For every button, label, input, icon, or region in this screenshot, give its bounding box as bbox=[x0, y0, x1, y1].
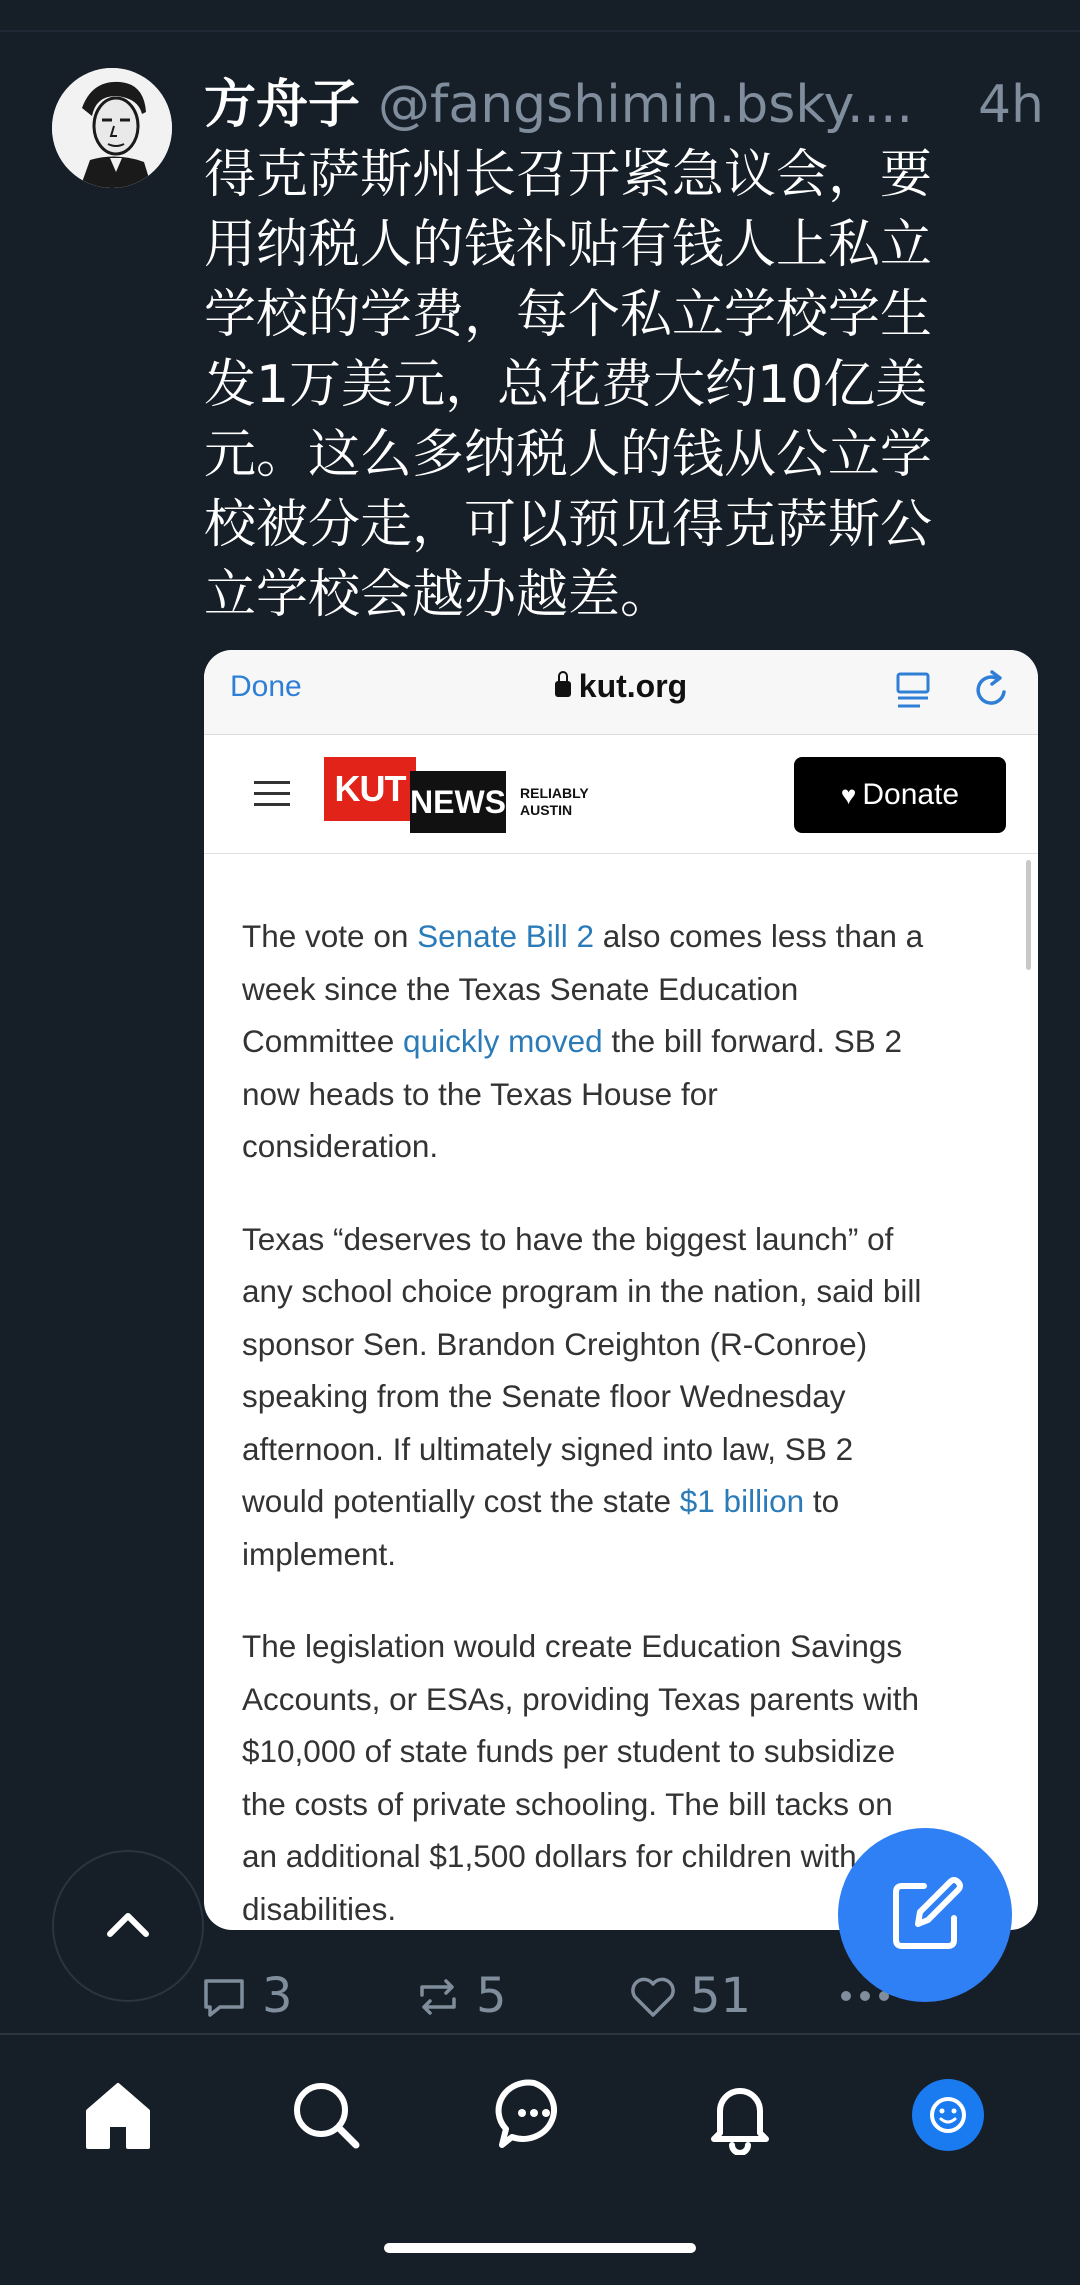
scroll-to-top-button[interactable] bbox=[52, 1850, 204, 2002]
bell-icon bbox=[700, 2075, 780, 2155]
article-body bbox=[242, 870, 1002, 1930]
compose-icon bbox=[838, 1828, 1012, 2002]
reader-view-icon bbox=[894, 668, 934, 712]
nav-profile[interactable] bbox=[908, 2075, 988, 2155]
home-indicator bbox=[384, 2243, 696, 2253]
post-text-line: 校被分走，可以预见得克萨斯公 bbox=[204, 495, 933, 555]
post-time[interactable]: 4h bbox=[977, 75, 1044, 135]
browser-bar bbox=[204, 650, 1038, 735]
done-button: Done bbox=[230, 670, 302, 703]
donate-label: Donate bbox=[862, 778, 960, 811]
article-link: Senate Bill 2 bbox=[417, 918, 594, 954]
chevron-up-icon bbox=[54, 1852, 202, 2000]
like-icon bbox=[628, 1975, 678, 2019]
post-header bbox=[204, 70, 1044, 140]
post-text bbox=[204, 140, 1024, 630]
top-divider bbox=[0, 30, 1080, 32]
article-link: $1 billion bbox=[679, 1483, 805, 1519]
post-actions bbox=[200, 1960, 920, 2032]
profile-icon bbox=[908, 2075, 988, 2155]
post-text-line: 发1万美元，总花费大约10亿美 bbox=[204, 355, 928, 415]
article-line: now heads to the Texas House for bbox=[242, 1075, 718, 1112]
chat-icon bbox=[494, 2075, 574, 2155]
repost-count: 5 bbox=[476, 1968, 507, 2024]
article-line: Accounts, or ESAs, providing Texas parents with bbox=[242, 1680, 920, 1717]
nav-search[interactable] bbox=[286, 2075, 366, 2155]
reply-icon bbox=[200, 1975, 248, 2019]
scroll-indicator bbox=[1026, 860, 1031, 970]
article-line: consideration. bbox=[242, 1128, 439, 1164]
kut-logo: KUT bbox=[324, 757, 416, 821]
nav-home[interactable] bbox=[78, 2075, 158, 2155]
news-logo: NEWS bbox=[410, 771, 506, 833]
avatar-portrait-icon bbox=[52, 68, 172, 188]
repost-icon bbox=[414, 1975, 462, 2019]
post-text-line: 得克萨斯州长召开紧急议会，要 bbox=[204, 145, 933, 205]
post-text-line: 用纳税人的钱补贴有钱人上私立 bbox=[204, 215, 933, 275]
compose-button[interactable] bbox=[838, 1828, 1012, 2002]
logo-tagline bbox=[520, 785, 600, 819]
donate-button bbox=[794, 757, 1006, 833]
author-handle[interactable]: @fangshimin.bsky.... bbox=[378, 75, 914, 135]
search-icon bbox=[286, 2075, 366, 2155]
article-line: any school choice program in the nation, said bill bbox=[242, 1273, 922, 1309]
post-text-line: 立学校会越办越差。 bbox=[204, 565, 673, 625]
article-line: speaking from the Senate floor Wednesday bbox=[242, 1378, 846, 1414]
article-line: sponsor Sen. Brandon Creighton (R-Conroe) bbox=[242, 1325, 868, 1362]
reload-icon bbox=[970, 668, 1014, 712]
article-line: would potentially cost the state $1 billion to bbox=[242, 1483, 840, 1519]
article-line: the costs of private schooling. The bill tacks on bbox=[242, 1785, 893, 1822]
article-line: an additional $1,500 dollars for children with bbox=[242, 1838, 857, 1874]
post-text-line: 元。这么多纳税人的钱从公立学 bbox=[204, 425, 933, 485]
menu-icon bbox=[254, 781, 290, 807]
embedded-image[interactable] bbox=[204, 650, 1038, 1930]
reply-count: 3 bbox=[262, 1968, 293, 2024]
post-text-line: 学校的学费，每个私立学校学生 bbox=[204, 285, 933, 345]
like-count: 51 bbox=[690, 1968, 752, 2024]
lock-icon bbox=[555, 681, 571, 697]
article-line: afternoon. If ultimately signed into law, SB 2 bbox=[242, 1430, 854, 1467]
home-icon bbox=[78, 2075, 158, 2155]
article-line: Committee quickly moved the bill forward. SB 2 bbox=[242, 1023, 903, 1059]
article-line: The legislation would create Education Savings bbox=[242, 1628, 903, 1664]
article-line: disabilities. bbox=[242, 1890, 397, 1927]
article-line: The vote on Senate Bill 2 also comes less than a bbox=[242, 918, 924, 954]
article-line: $10,000 of state funds per student to subsidize bbox=[242, 1733, 896, 1769]
author-avatar[interactable] bbox=[52, 68, 172, 188]
nav-chat[interactable] bbox=[494, 2075, 574, 2155]
author-name[interactable]: 方舟子 bbox=[204, 75, 361, 135]
article-line: Texas “deserves to have the biggest launch” of bbox=[242, 1220, 894, 1257]
logo-tagline-line: RELIABLY bbox=[520, 785, 589, 801]
site-header bbox=[204, 735, 1038, 854]
article-link: quickly moved bbox=[403, 1023, 603, 1059]
article-line: week since the Texas Senate Education bbox=[242, 970, 799, 1007]
url-text: kut.org bbox=[578, 668, 688, 704]
logo-tagline-line: AUSTIN bbox=[520, 802, 573, 818]
article-line: implement. bbox=[242, 1535, 397, 1572]
heart-icon: ♥ bbox=[840, 780, 857, 810]
nav-notifications[interactable] bbox=[700, 2075, 780, 2155]
